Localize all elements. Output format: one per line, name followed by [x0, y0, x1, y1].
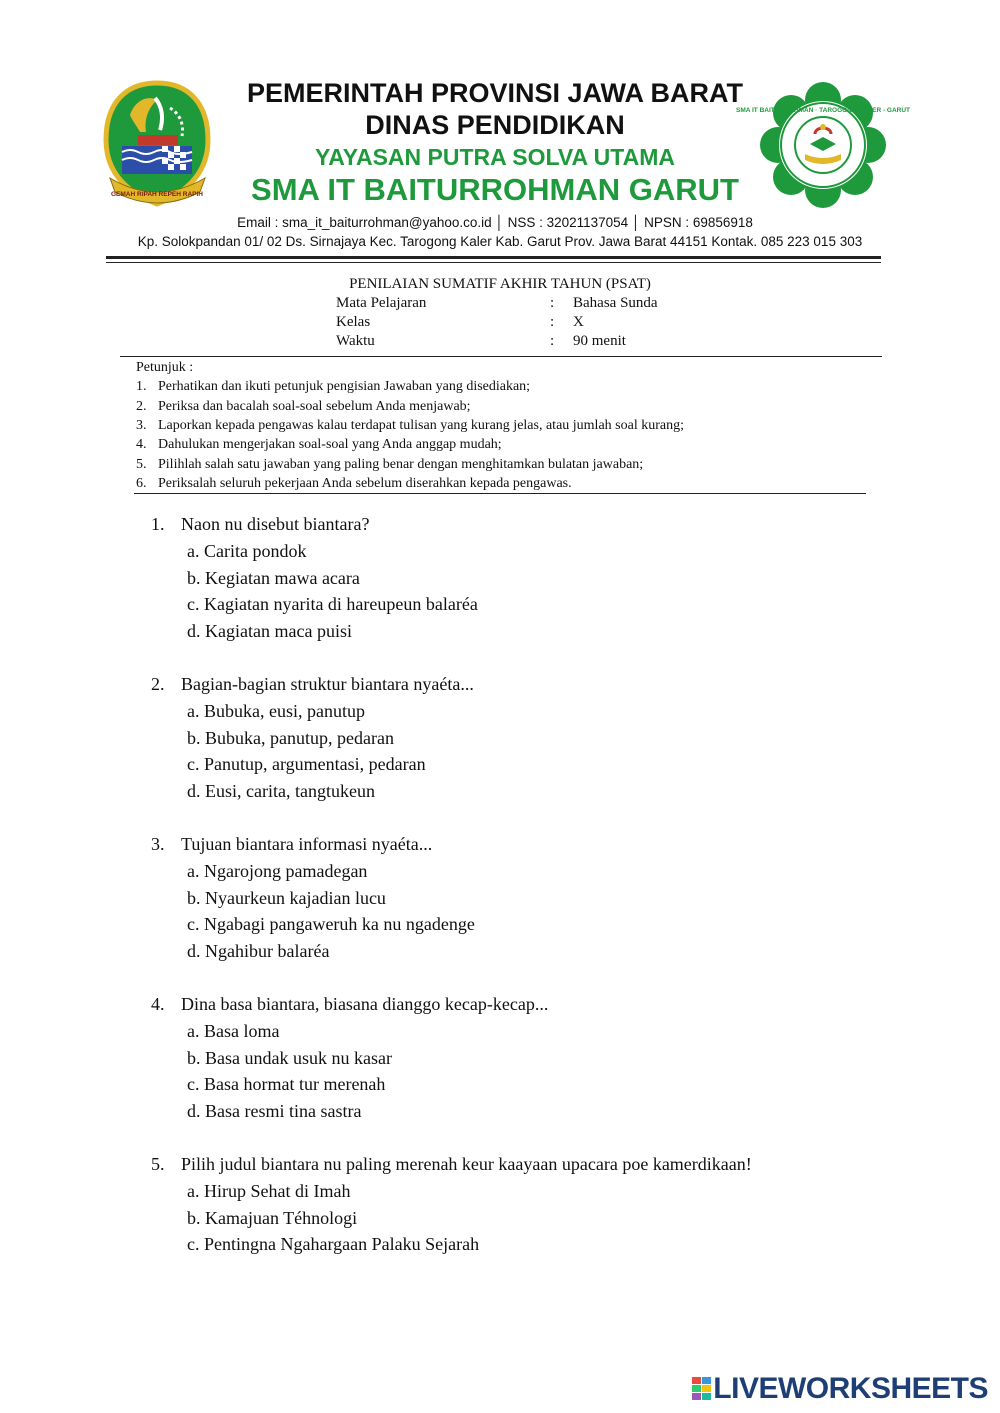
info-value: X [573, 314, 584, 330]
answer-option[interactable]: b. Basa undak usuk nu kasar [187, 1048, 392, 1068]
west-java-emblem [100, 80, 215, 210]
answer-option[interactable]: d. Eusi, carita, tangtukeun [187, 781, 375, 801]
question-text: 4. Dina basa biantara, biasana dianggo kecap-kecap... [151, 994, 549, 1014]
answer-option[interactable]: d. Kagiatan maca puisi [187, 621, 352, 641]
header-government: PEMERINTAH PROVINSI JAWA BARAT [246, 78, 744, 108]
answer-option[interactable]: b. Kamajuan Téhnologi [187, 1208, 358, 1228]
answer-option[interactable]: d. Basa resmi tina sastra [187, 1101, 362, 1121]
answer-option[interactable]: c. Panutup, argumentasi, pedaran [187, 754, 426, 774]
answer-option[interactable]: a. Ngarojong pamadegan [187, 861, 368, 881]
instructions-bottom-rule [134, 493, 866, 494]
exam-info-class [0, 314, 1000, 334]
instruction-item: 1. Perhatikan dan ikuti petunjuk pengisian Jawaban yang disediakan; [136, 379, 531, 394]
header-school-name: SMA IT BAITURROHMAN GARUT [251, 172, 739, 207]
answer-option[interactable]: a. Basa loma [187, 1021, 280, 1041]
answer-option[interactable]: c. Basa hormat tur merenah [187, 1074, 386, 1094]
right-logo-text: SMA IT BAITURROHMAN · TAROGONG KALER - GARUT [735, 107, 911, 114]
instructions-top-rule [120, 356, 882, 357]
left-logo-motto: GEMAH RIPAH REPEH RAPIH [111, 191, 203, 198]
question-text: 2. Bagian-bagian struktur biantara nyaéta... [151, 674, 474, 694]
answer-option[interactable]: a. Bubuka, eusi, panutup [187, 701, 365, 721]
answer-option[interactable]: a. Carita pondok [187, 541, 307, 561]
answer-option[interactable]: c. Kagiatan nyarita di hareupeun balaréa [187, 594, 478, 614]
exam-info-time [0, 333, 1000, 353]
answer-option[interactable]: b. Nyaurkeun kajadian lucu [187, 888, 386, 908]
question-text: 5. Pilih judul biantara nu paling merenah keur kaayaan upacara poe kamerdikaan! [151, 1154, 752, 1174]
answer-option[interactable]: a. Hirup Sehat di Imah [187, 1181, 351, 1201]
answer-option[interactable]: d. Ngahibur balaréa [187, 941, 330, 961]
instruction-item: 3. Laporkan kepada pengawas kalau terdapat tulisan yang kurang jelas, atau jumlah soal kurang; [136, 418, 684, 433]
question-text: 1. Naon nu disebut biantara? [151, 514, 370, 534]
question-text: 3. Tujuan biantara informasi nyaéta... [151, 834, 433, 854]
exam-title: PENILAIAN SUMATIF AKHIR TAHUN (PSAT) [349, 276, 651, 292]
info-separator: : [550, 333, 555, 349]
instructions-title: Petunjuk : [136, 360, 194, 375]
instruction-item: 2. Periksa dan bacalah soal-soal sebelum Anda menjawab; [136, 399, 471, 414]
answer-option[interactable]: b. Bubuka, panutup, pedaran [187, 728, 394, 748]
info-value: Bahasa Sunda [573, 295, 658, 311]
liveworksheets-logo-icon [692, 1377, 712, 1401]
answer-option[interactable]: c. Ngabagi pangaweruh ka nu ngadenge [187, 914, 475, 934]
info-value: 90 menit [573, 333, 626, 349]
instruction-item: 5. Pilihlah salah satu jawaban yang paling benar dengan menghitamkan bulatan jawaban; [136, 457, 644, 472]
answer-option[interactable]: c. Pentingna Ngahargaan Palaku Sejarah [187, 1234, 480, 1254]
info-label: Waktu [336, 333, 375, 349]
header-rule-thin [106, 262, 881, 263]
answer-option[interactable]: b. Kegiatan mawa acara [187, 568, 360, 588]
info-separator: : [550, 314, 555, 330]
info-label: Kelas [336, 314, 371, 330]
exam-info-subject [0, 295, 1000, 315]
header-department: DINAS PENDIDIKAN [365, 110, 625, 140]
header-address: Kp. Solokpandan 01/ 02 Ds. Sirnajaya Kec. Tarogong Kaler Kab. Garut Prov. Jawa Barat 44151 Kontak. 085 223 015 303 [137, 234, 863, 249]
instruction-item: 4. Dahulukan mengerjakan soal-soal yang Anda anggap mudah; [136, 437, 502, 452]
header-rule-thick [106, 256, 881, 259]
info-separator: : [550, 295, 555, 311]
instruction-item: 6. Periksalah seluruh pekerjaan Anda sebelum diserahkan kepada pengawas. [136, 476, 572, 491]
header-contact: Email : sma_it_baiturrohman@yahoo.co.id │ NSS : 32021137054 │ NPSN : 69856918 [237, 215, 753, 230]
liveworksheets-brand[interactable]: LIVEWORKSHEETS [713, 1372, 988, 1405]
header-foundation: YAYASAN PUTRA SOLVA UTAMA [315, 144, 675, 170]
info-label: Mata Pelajaran [336, 295, 427, 311]
